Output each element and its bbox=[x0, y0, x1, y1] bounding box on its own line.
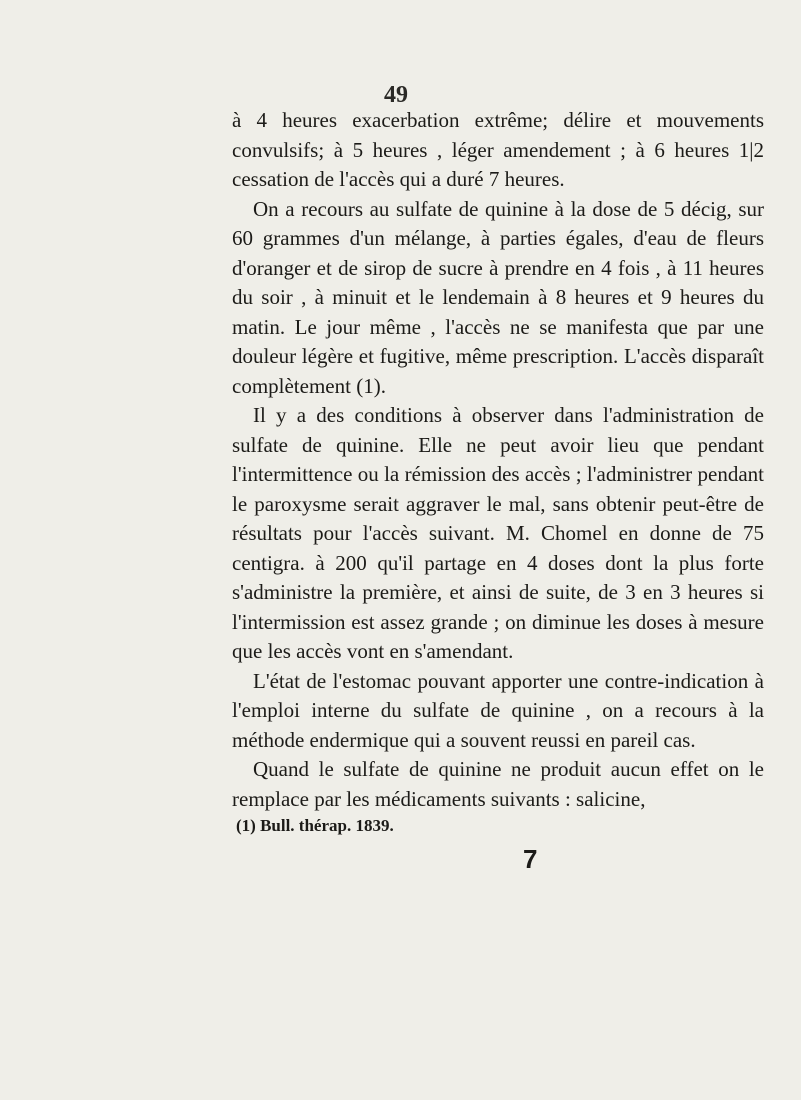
paragraph-4: L'état de l'estomac pouvant apporter une contre-indication à l'emploi interne du sulfate de quinine , on a recours à la méthode endermique qui a souvent reussi en pareil cas. bbox=[232, 668, 764, 752]
paragraph-5: Quand le sulfate de quinine ne produit aucun effet on le remplace par les médicaments suivants : salicine, bbox=[232, 757, 764, 811]
paragraph-2: On a recours au sulfate de quinine à la dose de 5 décig, sur 60 grammes d'un mélange, à parties égales, d'eau de fleurs d'oranger et de sirop de sucre à prendre en 4 fois , à 11 heures du soir , à minuit et le lendemain à 8 heures et 9 heures du matin. Le jour même , l'accès ne se manifesta que par une douleur légère et fugitive, même prescription. L'accès disparaît complètement (1). bbox=[232, 196, 764, 398]
footnote: (1) Bull. thérap. 1839. bbox=[236, 816, 394, 835]
paragraph-1: à 4 heures exacerbation extrême; délire et mouvements convulsifs; à 5 heures , léger amendement ; à 6 heures 1|2 cessation de l'accès qui a duré 7 heures. bbox=[232, 108, 764, 191]
paragraph-3: Il y a des conditions à observer dans l'administration de sulfate de quinine. Elle ne peut avoir lieu que pendant l'intermittence ou la rémission des accès ; l'administrer pendant le paroxysme serait aggraver le mal, sans obtenir peut-être de résultats pour l'accès suivant. M. Chomel en donne de 75 centigra. à 200 qu'il partage en 4 doses dont la plus forte s'administre la première, et ainsi de suite, de 3 en 3 heures si l'intermission est assez grande ; on diminue les doses à mesure que les accès vont en s'amendant. bbox=[232, 403, 764, 663]
page-number: 49 bbox=[384, 82, 408, 108]
signature-mark: 7 bbox=[523, 844, 538, 874]
body-text bbox=[232, 106, 764, 814]
